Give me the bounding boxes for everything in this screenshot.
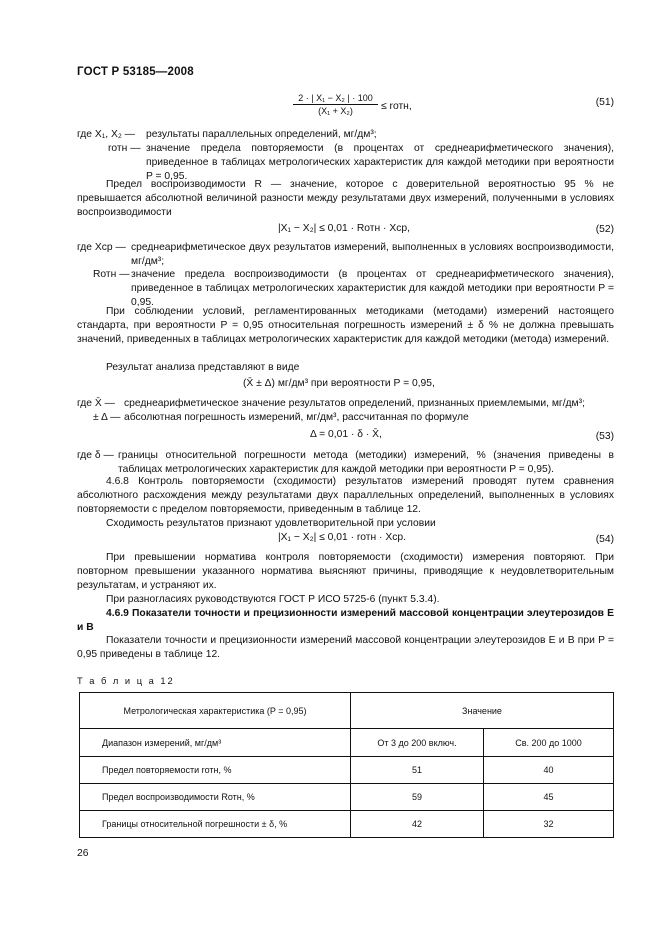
def-term: rотн —: [108, 143, 141, 154]
def-term: где X̄ —: [77, 398, 115, 409]
formula-53: Δ = 0,01 · δ · X̄,: [310, 429, 382, 440]
paragraph-convergence: Сходимость результатов признают удовлетворительной при условии: [106, 518, 436, 529]
paragraph-result: Результат анализа представляют в виде: [106, 362, 300, 373]
paragraph-disagreement: При разногласиях руководствуются ГОСТ Р ИСО 5725-6 (пункт 5.3.4).: [106, 594, 440, 605]
formula-result: (X̄ ± Δ) мг/дм³ при вероятности P = 0,95,: [243, 378, 435, 389]
formula-51: [293, 93, 378, 116]
table-row: [80, 784, 614, 811]
table-header-characteristic: Метрологическая характеристика (P = 0,95): [80, 693, 351, 729]
table-row: [80, 757, 614, 784]
paragraph-conditions: При соблюдении условий, регламентированных методиками (методами) измерений настоящего стандарта, при вероятности P = 0,95 относительная погрешность измерений ± δ % не должна превышать значений, приведенных в таблицах метрологических характеристик для каждой методики (метода) измерений.: [77, 306, 614, 345]
formula-54-label: (54): [595, 534, 614, 545]
table-cell: От 3 до 200 включ.: [351, 729, 484, 757]
def-term: ± Δ —: [93, 412, 121, 423]
def-body: среднеарифметическое значение результатов определений, признанных приемлемыми, мг/дм³;: [124, 398, 585, 409]
formula-54: |X₁ − X₂| ≤ 0,01 · rотн · Xср.: [278, 532, 406, 543]
table-cell: 42: [351, 811, 484, 838]
def-body: среднеарифметическое двух результатов измерений, выполненных в условиях воспроизводимости, мг/дм³;: [131, 242, 614, 267]
def-term: где X₁, X₂ —: [77, 129, 135, 140]
paragraph-reproducibility: Предел воспроизводимости R — значение, которое с доверительной вероятностью 95 % не превышается абсолютной величиной разности между результатами двух измерений, полученными в условиях воспроизводимости: [77, 179, 614, 218]
table-cell: Предел воспроизводимости Rотн, %: [80, 784, 351, 811]
table-cell: Св. 200 до 1000: [484, 729, 614, 757]
heading-4-6-9: 4.6.9 Показатели точности и прецизионности измерений массовой концентрации элеутерозидов Е и В: [77, 608, 614, 633]
def-body: значение предела воспроизводимости (в процентах от среднеарифметического значения), приведенное в таблицах метрологических характеристик для каждой методики при вероятности P = 0,95.: [131, 269, 614, 308]
table-row: [80, 811, 614, 838]
table-cell: Предел повторяемости rотн, %: [80, 757, 351, 784]
paragraph-4-6-9: Показатели точности и прецизионности измерений массовой концентрации элеутерозидов Е и В при P = 0,95 приведены в таблице 12.: [77, 635, 614, 660]
def-body: абсолютная погрешность измерений, мг/дм³, рассчитанная по формуле: [124, 412, 469, 423]
formula-51-denominator: (X₁ + X₂): [318, 106, 353, 116]
paragraph-4-6-8: 4.6.8 Контроль повторяемости (сходимости) результатов измерений проводят путем сравнения абсолютного расхождения между результатами двух параллельных определений, выполненных в условиях повторяемости с пределом повторяемости, приведенным в таблице 12.: [77, 476, 614, 515]
table-header-value: Значение: [351, 693, 614, 729]
table-cell: 51: [351, 757, 484, 784]
table-cell: 40: [484, 757, 614, 784]
formula-52-label: (52): [595, 224, 614, 235]
formula-53-label: (53): [595, 431, 614, 442]
table-cell: 32: [484, 811, 614, 838]
def-term: где Xср —: [77, 242, 126, 253]
standard-header: ГОСТ Р 53185—2008: [77, 66, 194, 78]
table-cell: Диапазон измерений, мг/дм³: [80, 729, 351, 757]
metrology-table: [79, 692, 614, 838]
def-body: результаты параллельных определений, мг/дм³;: [146, 129, 377, 140]
def-term: Rотн —: [93, 269, 130, 280]
formula-52: |X₁ − X₂| ≤ 0,01 · Rотн · Xср,: [278, 223, 410, 234]
formula-51-numerator: 2 · | X₁ − X₂ | · 100: [293, 93, 378, 105]
def-term: где δ —: [77, 450, 114, 461]
table-row: [80, 729, 614, 757]
formula-51-rhs: ≤ rотн,: [381, 101, 412, 112]
table-cell: 59: [351, 784, 484, 811]
page-number: 26: [77, 848, 89, 859]
paragraph-exceed: При превышении норматива контроля повторяемости (сходимости) измерения повторяют. При повторном превышении указанного норматива выясняют причины, приводящие к неудовлетворительным результатам, и устраняют их.: [77, 552, 614, 591]
table-cell: 45: [484, 784, 614, 811]
formula-51-label: (51): [595, 97, 614, 108]
table-cell: Границы относительной погрешности ± δ, %: [80, 811, 351, 838]
table-caption: Т а б л и ц а 12: [77, 676, 175, 686]
def-body: значение предела повторяемости (в процентах от среднеарифметического значения), приведенное в таблицах метрологических характеристик для каждой методики при вероятности P = 0,95.: [146, 143, 614, 182]
def-body: границы относительной погрешности метода (методики) измерений, % (значения приведены в таблицах метрологических характеристик для каждой методики при вероятности P = 0,95).: [118, 450, 614, 475]
